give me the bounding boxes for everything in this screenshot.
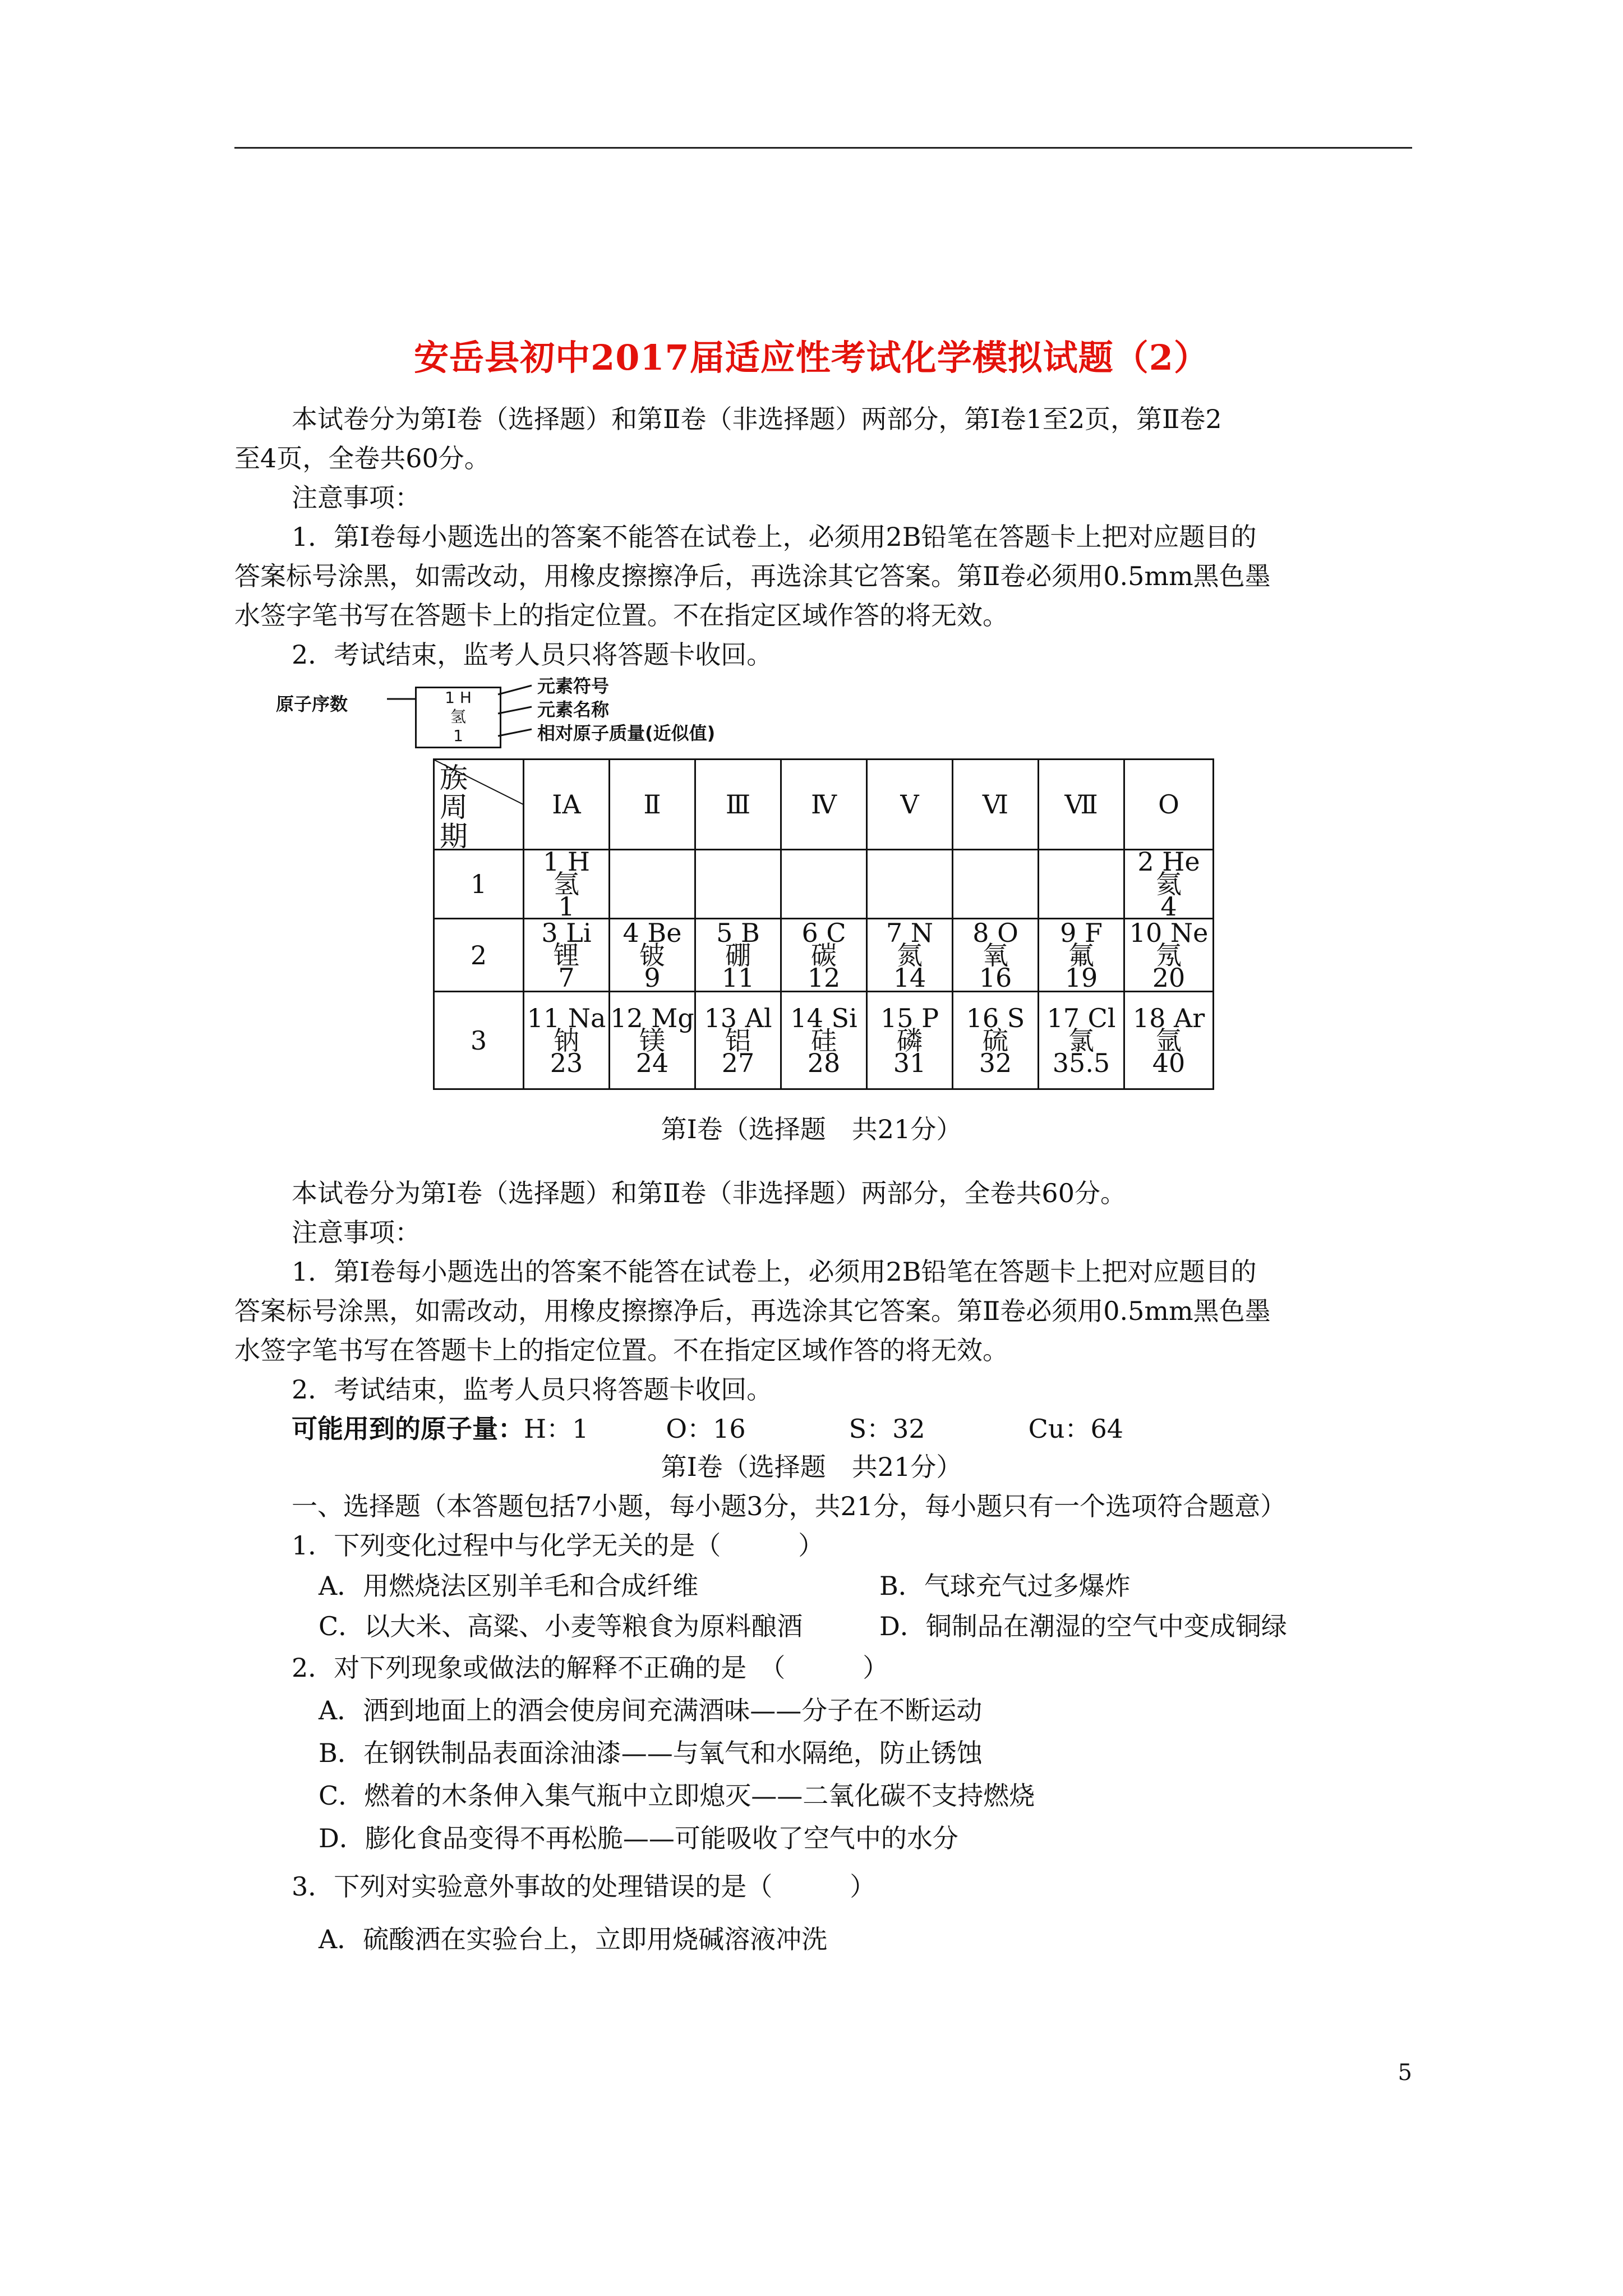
element-name: 氩 xyxy=(1156,1025,1182,1056)
repeat-note-1b: 答案标号涂黑，如需改动，用橡皮擦擦净后，再选涂其它答案。第Ⅱ卷必须用0.5mm黑色墨 xyxy=(234,1296,1271,1326)
element-symbol: 11 Na xyxy=(527,1002,606,1033)
note-1b: 答案标号涂黑，如需改动，用橡皮擦擦净后，再选涂其它答案。第Ⅱ卷必须用0.5mm黑色墨 xyxy=(234,561,1271,591)
element-cell xyxy=(953,992,1039,1089)
element-name: 氯 xyxy=(1068,1025,1094,1056)
element-symbol: 18 Ar xyxy=(1132,1002,1205,1033)
question-3-option-a: A．硫酸洒在实验台上，立即用烧碱溶液冲洗 xyxy=(319,1924,828,1954)
question-1-option-c: C．以大米、高粱、小麦等粮食为原料酿酒 xyxy=(319,1611,803,1641)
element-cell xyxy=(524,992,610,1089)
question-2-option-c: C．燃着的木条伸入集气瓶中立即熄灭——二氧化碳不支持燃烧 xyxy=(319,1780,1035,1811)
element-cell-empty xyxy=(867,850,953,919)
part-1-intro: 一、选择题（本答题包括7小题，每小题3分，共21分，每小题只有一个选项符合题意） xyxy=(292,1491,1287,1521)
element-name: 铍 xyxy=(639,940,665,970)
element-mass: 28 xyxy=(807,1047,841,1078)
page-number: 5 xyxy=(1398,2060,1412,2086)
question-2-option-d: D．膨化食品变得不再松脆——可能吸收了空气中的水分 xyxy=(319,1823,958,1853)
notes-title: 注意事项： xyxy=(292,482,421,513)
element-mass: 27 xyxy=(721,1047,755,1078)
atomic-masses-line xyxy=(292,1409,1123,1448)
table-header-row xyxy=(434,760,1214,850)
section-heading: 第Ⅰ卷（选择题 共21分） xyxy=(661,1114,962,1144)
element-cell xyxy=(1124,846,1214,922)
question-2-stem: 2．对下列现象或做法的解释不正确的是 （ ） xyxy=(292,1653,889,1683)
element-name: 硅 xyxy=(811,1025,837,1056)
repeat-note-2: 2．考试结束，监考人员只将答题卡收回。 xyxy=(292,1374,773,1405)
legend-atomic-number-label: 原子序数 xyxy=(276,693,348,715)
element-cell xyxy=(524,846,610,922)
element-name: 碳 xyxy=(811,940,837,970)
group-header: Ⅳ xyxy=(781,760,867,850)
element-name: 硫 xyxy=(983,1025,1008,1056)
element-cell xyxy=(610,992,695,1089)
element-mass: 20 xyxy=(1152,962,1186,993)
question-1-option-b: B．气球充气过多爆炸 xyxy=(879,1571,1131,1601)
element-symbol: 15 P xyxy=(880,1002,939,1033)
repeat-note-1a: 1．第Ⅰ卷每小题选出的答案不能答在试卷上，必须用2B铅笔在答题卡上把对应题目的 xyxy=(292,1257,1257,1287)
repeat-notes-title: 注意事项： xyxy=(292,1217,421,1248)
element-mass: 19 xyxy=(1064,962,1098,993)
group-header: O xyxy=(1124,760,1214,850)
element-symbol: 6 C xyxy=(801,917,846,948)
element-name: 锂 xyxy=(554,940,579,970)
element-mass: 7 xyxy=(558,962,575,993)
note-1a: 1．第Ⅰ卷每小题选出的答案不能答在试卷上，必须用2B铅笔在答题卡上把对应题目的 xyxy=(292,522,1257,552)
element-mass: 40 xyxy=(1152,1047,1186,1078)
legend-mass-label: 相对原子质量(近似值) xyxy=(537,723,716,744)
element-symbol: 1 H xyxy=(542,846,590,877)
element-symbol: 2 He xyxy=(1137,846,1200,877)
element-symbol: 14 Si xyxy=(790,1002,857,1033)
element-cell xyxy=(695,992,781,1089)
element-cell-empty xyxy=(1039,850,1124,919)
element-symbol: 5 B xyxy=(716,917,760,948)
section-heading-2: 第Ⅰ卷（选择题 共21分） xyxy=(661,1452,962,1482)
element-cell xyxy=(867,919,953,992)
element-name: 氮 xyxy=(897,940,923,970)
element-cell xyxy=(524,919,610,992)
legend-box-symbol: 1 H xyxy=(445,688,472,707)
group-header: Ⅲ xyxy=(695,760,781,850)
element-mass: 35.5 xyxy=(1052,1047,1110,1078)
legend-box-name: 氢 xyxy=(450,707,466,726)
element-cell-empty xyxy=(695,850,781,919)
element-name: 氖 xyxy=(1156,940,1182,970)
element-cell xyxy=(953,919,1039,992)
question-1-stem: 1．下列变化过程中与化学无关的是（ ） xyxy=(292,1530,824,1561)
table-row xyxy=(434,850,1214,919)
group-header: ⅠA xyxy=(524,760,610,850)
element-symbol: 12 Mg xyxy=(610,1002,694,1033)
group-header: Ⅶ xyxy=(1039,760,1124,850)
element-symbol: 17 Cl xyxy=(1046,1002,1116,1033)
intro-line-2: 至4页，全卷共60分。 xyxy=(234,443,490,473)
element-symbol: 3 Li xyxy=(541,917,592,948)
element-name: 钠 xyxy=(554,1025,579,1056)
element-name: 硼 xyxy=(725,940,751,970)
element-symbol: 16 S xyxy=(966,1002,1025,1033)
element-symbol: 10 Ne xyxy=(1129,917,1209,948)
element-symbol: 13 Al xyxy=(704,1002,772,1033)
element-name: 氧 xyxy=(983,940,1008,970)
period-label: 3 xyxy=(434,992,524,1089)
legend-box-mass: 1 xyxy=(453,726,463,745)
element-cell xyxy=(1124,992,1214,1089)
repeat-note-1c: 水签字笔书写在答题卡上的指定位置。不在指定区域作答的将无效。 xyxy=(234,1335,1008,1365)
element-name: 氦 xyxy=(1156,869,1182,899)
question-2-option-b: B．在钢铁制品表面涂油漆——与氧气和水隔绝，防止锈蚀 xyxy=(319,1738,983,1768)
table-row xyxy=(434,992,1214,1089)
element-symbol: 8 O xyxy=(972,917,1018,948)
group-header: Ⅱ xyxy=(610,760,695,850)
element-mass: 24 xyxy=(635,1047,669,1078)
element-name: 镁 xyxy=(639,1025,665,1056)
element-cell xyxy=(1039,919,1124,992)
element-cell xyxy=(1124,919,1214,992)
period-label: 2 xyxy=(434,919,524,992)
table-corner-cell xyxy=(434,760,524,853)
element-cell xyxy=(610,919,695,992)
element-cell xyxy=(867,992,953,1089)
element-symbol: 9 F xyxy=(1060,917,1103,948)
element-mass: 12 xyxy=(807,962,841,993)
element-mass: 11 xyxy=(721,962,755,993)
element-mass: 9 xyxy=(644,962,661,993)
note-2: 2．考试结束，监考人员只将答题卡收回。 xyxy=(292,639,773,670)
element-name: 铝 xyxy=(725,1025,751,1056)
periodic-table xyxy=(433,758,1214,1090)
repeat-intro-line: 本试卷分为第Ⅰ卷（选择题）和第Ⅱ卷（非选择题）两部分，全卷共60分。 xyxy=(292,1178,1126,1208)
element-mass: 1 xyxy=(558,891,575,922)
element-mass: 14 xyxy=(893,962,926,993)
question-2-option-a: A．洒到地面上的酒会使房间充满酒味——分子在不断运动 xyxy=(319,1695,983,1726)
atomic-masses-label: 可能用到的原子量： xyxy=(292,1414,524,1444)
element-name: 氟 xyxy=(1068,940,1094,970)
question-1-option-d: D．铜制品在潮湿的空气中变成铜绿 xyxy=(879,1611,1287,1641)
page-title: 安岳县初中2017届适应性考试化学模拟试题（2） xyxy=(414,337,1209,378)
period-label: 1 xyxy=(434,850,524,919)
element-cell xyxy=(781,992,867,1089)
element-name: 氢 xyxy=(554,869,579,899)
header-rule xyxy=(234,147,1412,149)
question-1-option-a: A．用燃烧法区别羊毛和合成纤维 xyxy=(319,1571,699,1601)
element-cell xyxy=(695,919,781,992)
element-symbol: 4 Be xyxy=(623,917,682,948)
question-3-stem: 3．下列对实验意外事故的处理错误的是（ ） xyxy=(292,1871,876,1902)
group-header: Ⅴ xyxy=(867,760,953,850)
element-cell-empty xyxy=(953,850,1039,919)
legend-element-box xyxy=(415,687,501,748)
table-row xyxy=(434,919,1214,992)
legend-name-label: 元素名称 xyxy=(537,699,610,720)
corner-label: 族周期 xyxy=(440,762,468,853)
element-symbol: 7 N xyxy=(886,917,934,948)
element-mass: 4 xyxy=(1160,891,1177,922)
element-cell xyxy=(781,919,867,992)
element-mass: 31 xyxy=(893,1047,926,1078)
element-cell-empty xyxy=(781,850,867,919)
atomic-masses-values: H：1 O：16 S：32 Cu：64 xyxy=(524,1414,1124,1444)
element-cell-empty xyxy=(610,850,695,919)
element-mass: 16 xyxy=(979,962,1012,993)
intro-line-1: 本试卷分为第Ⅰ卷（选择题）和第Ⅱ卷（非选择题）两部分，第Ⅰ卷1至2页，第Ⅱ卷2 xyxy=(292,404,1222,434)
element-mass: 23 xyxy=(550,1047,583,1078)
note-1c: 水签字笔书写在答题卡上的指定位置。不在指定区域作答的将无效。 xyxy=(234,600,1008,631)
legend-symbol-label: 元素符号 xyxy=(537,675,610,697)
group-header: Ⅵ xyxy=(953,760,1039,850)
element-mass: 32 xyxy=(979,1047,1012,1078)
element-cell xyxy=(1039,992,1124,1089)
element-name: 磷 xyxy=(897,1025,923,1056)
